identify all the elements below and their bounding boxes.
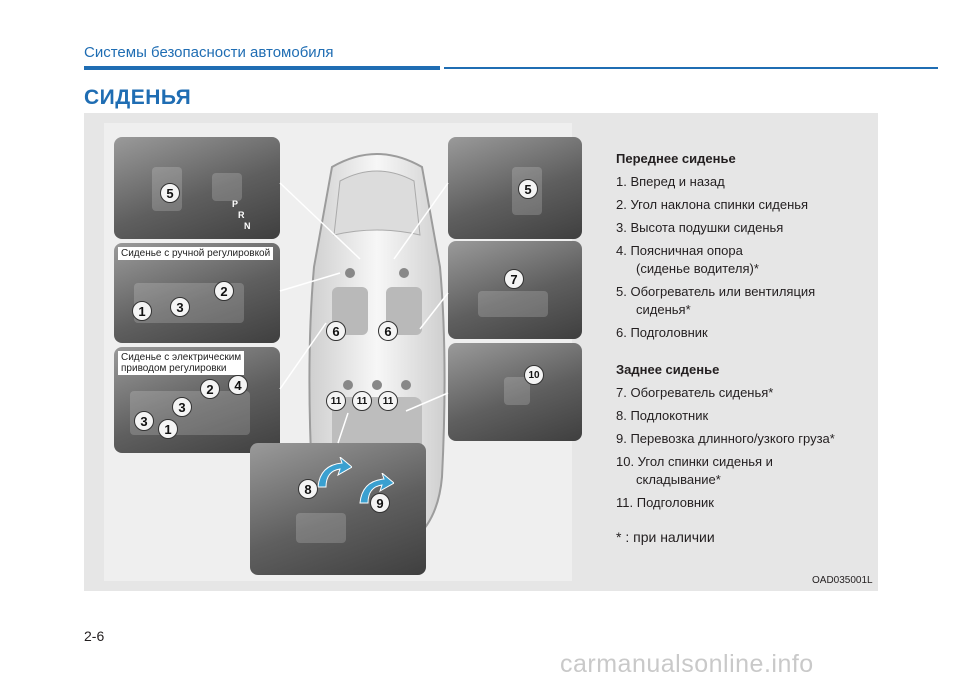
gear-label-r: R (238, 210, 245, 220)
caption-electric-line2: приводом регулировки (121, 363, 227, 374)
legend-item (616, 384, 886, 402)
callout-11-left: 11 (326, 391, 346, 411)
figure-code: OAD035001L (812, 575, 873, 586)
page-number: 2-6 (84, 628, 105, 644)
header-rule-dark (84, 66, 440, 70)
legend-item (616, 430, 886, 448)
header-rule-light (444, 67, 938, 69)
legend-item-text: 10. Угол спинки сиденья и (616, 454, 773, 469)
legend-item (616, 173, 886, 191)
page-heading: СИДЕНЬЯ (84, 86, 192, 109)
legend-front-heading: Переднее сиденье (616, 151, 736, 166)
gear-label-p: P (232, 199, 239, 209)
legend-item-continuation: (сиденье водителя)* (636, 261, 759, 276)
callout-3-manual: 3 (170, 297, 190, 317)
leader-lines (104, 123, 572, 581)
legend-item (616, 196, 886, 214)
callout-9: 9 (370, 493, 390, 513)
section-title: Системы безопасности автомобиля (84, 44, 334, 61)
legend-item-text: 5. Обогреватель или вентиляция (616, 284, 816, 299)
callout-11-center: 11 (352, 391, 372, 411)
legend-note: * : при наличии (616, 529, 715, 545)
legend-item-text: 6. Подголовник (616, 325, 708, 340)
gear-label-n: N (244, 221, 251, 231)
legend-item-text: 1. Вперед и назад (616, 174, 725, 189)
callout-2-manual: 2 (214, 281, 234, 301)
legend-item (616, 324, 886, 342)
legend-item-text: 8. Подлокотник (616, 408, 709, 423)
legend-spacer (616, 347, 886, 361)
legend-item-text: 9. Перевозка длинного/узкого груза* (616, 431, 835, 446)
callout-3b-electric: 3 (134, 411, 154, 431)
callout-5-left: 5 (160, 183, 180, 203)
callout-1-electric: 1 (158, 419, 178, 439)
callout-11-right: 11 (378, 391, 398, 411)
legend-item-text: 4. Поясничная опора (616, 243, 743, 258)
caption-electric-line1: Сиденье с электрическим (121, 352, 242, 363)
callout-7: 7 (504, 269, 524, 289)
callout-6-left: 6 (326, 321, 346, 341)
legend-item (616, 242, 886, 278)
callout-6-right: 6 (378, 321, 398, 341)
legend-item-continuation: сиденья* (636, 302, 691, 317)
legend-item (616, 407, 886, 425)
illustration-area (104, 123, 572, 581)
legend-item-text: 11. Подголовник (616, 495, 714, 510)
legend (616, 150, 886, 546)
callout-5-right: 5 (518, 179, 538, 199)
legend-item (616, 219, 886, 237)
legend-item-continuation: складывание* (636, 472, 721, 487)
watermark: carmanualsonline.info (560, 650, 814, 678)
legend-item (616, 494, 886, 512)
callout-10: 10 (524, 365, 544, 385)
legend-item-text: 3. Высота подушки сиденья (616, 220, 784, 235)
callout-1-manual: 1 (132, 301, 152, 321)
legend-rear-heading: Заднее сиденье (616, 362, 720, 377)
legend-item (616, 283, 886, 319)
callout-3a-electric: 3 (172, 397, 192, 417)
legend-item (616, 453, 886, 489)
legend-item-text: 2. Угол наклона спинки сиденья (616, 197, 809, 212)
caption-manual-seat: Сиденье с ручной регулировкой (118, 247, 273, 260)
legend-item-text: 7. Обогреватель сиденья* (616, 385, 774, 400)
callout-8: 8 (298, 479, 318, 499)
callout-4-electric: 4 (228, 375, 248, 395)
callout-2-electric: 2 (200, 379, 220, 399)
